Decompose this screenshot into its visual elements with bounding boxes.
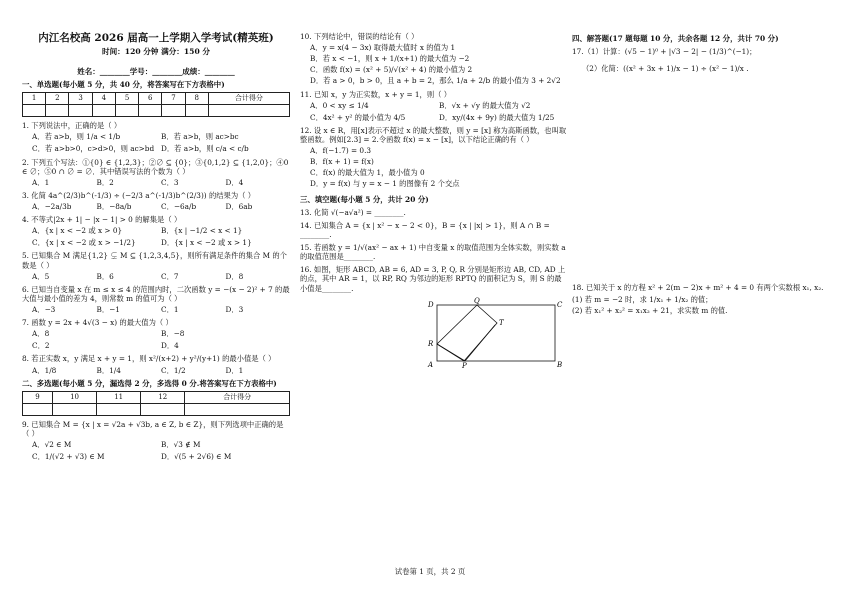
option-b: B．1/4 — [96, 365, 121, 375]
option-d: D．若 a>b，则 c/a < c/b — [161, 144, 249, 154]
answer-cell[interactable] — [115, 105, 138, 117]
question-stem: 8. 若正实数 x，y 满足 x + y = 1，则 x²/(x+2) + y²/(y+1) 的最小值是（ ） — [22, 354, 276, 364]
option-a: A．1 — [32, 177, 50, 187]
option-d: D．√(5 + 2√6) ∈ M — [161, 452, 232, 462]
segment-rp — [437, 344, 465, 361]
question-1 — [22, 121, 290, 153]
option-c: C．{x | x < −2 或 x > −1/2} — [32, 238, 136, 248]
option-a: A．{x | x < −2 或 x > 0} — [32, 226, 123, 236]
page-footer: 试卷第 1 页，共 2 页 — [394, 567, 466, 576]
option-d: D．4 — [161, 341, 179, 351]
answer-cell[interactable] — [185, 403, 290, 415]
option-a: A．若 a>b，则 1/a < 1/b — [32, 132, 121, 142]
question-stem: 18. 已知关于 x 的方程 x² + 2(m − 2)x + m² + 4 = 0 有两个实数根 x₁, x₂. — [572, 283, 824, 293]
question-13: 13. 化简 √(−a√a²) = ________. — [300, 207, 406, 217]
option-c: C．函数 f(x) = (x² + 5)/√(x² + 4) 的最小值为 2 — [310, 65, 473, 75]
question-7 — [22, 318, 290, 350]
table-header-cell: 1 — [23, 93, 46, 105]
option-a: A．−3 — [32, 304, 56, 314]
rectangle-abcd — [437, 305, 555, 361]
option-d: D．8 — [225, 271, 244, 281]
answer-cell[interactable] — [141, 403, 185, 415]
answer-cell[interactable] — [46, 105, 69, 117]
section4-heading: 四、解答题(17 题每题 10 分，共余各题 12 分，共计 70 分) — [572, 34, 779, 43]
table-header-cell: 8 — [185, 93, 208, 105]
option-d: D．{x | x < −2 或 x > 1} — [161, 238, 252, 248]
option-a: A．√2 ∈ M — [32, 440, 72, 450]
section2-heading: 二、多选题(每小题 5 分，漏选得 2 分，多选得 0 分.将答案写在下方表格中) — [22, 378, 277, 388]
table-header-cell: 合计得分 — [208, 93, 289, 105]
option-b: B．{x | −1/2 < x < 1} — [161, 226, 243, 236]
question-stem: 5. 已知集合 M 满足{1,2} ⊊ M ⊆ {1,2,3,4,5}，则所有满足条件的集合 M 的个数是（ ） — [22, 251, 287, 270]
answer-cell[interactable] — [92, 105, 115, 117]
label-r: R — [428, 339, 434, 348]
label-a: A — [428, 360, 434, 369]
section1-heading: 一、单选题(每小题 5 分，共 40 分，将答案写在下方表格中) — [22, 79, 225, 89]
answer-cell[interactable] — [139, 105, 162, 117]
option-b: B．−1 — [96, 304, 120, 314]
answer-cell[interactable] — [69, 105, 92, 117]
option-a: A．5 — [32, 271, 50, 281]
option-c: C．7 — [161, 271, 179, 281]
option-a: A．f(−1.7) = 0.3 — [310, 146, 372, 156]
question-stem: 2. 下列五个写法：①{0} ∈ {1,2,3}；②∅ ⊆ {0}；③{0,1,2} ⊆ {1,2,0}；④0 ∈ ∅；⑤0 ∩ ∅ = ∅．其中错误写法的个数为（ ） — [22, 157, 289, 176]
column-middle — [300, 0, 568, 592]
option-d: D．xy/(4x + 9y) 的最大值为 1/25 — [439, 112, 555, 122]
answer-cell[interactable] — [185, 105, 208, 117]
rectangle-figure — [425, 297, 575, 369]
section3-heading: 三、填空题(每小题 5 分，共计 20 分) — [300, 194, 429, 204]
question-11 — [300, 90, 568, 122]
answer-table-2 — [22, 391, 290, 416]
column-right — [572, 0, 842, 590]
option-a: A．1/8 — [32, 365, 57, 375]
table-header-cell: 合计得分 — [185, 391, 290, 403]
option-c: C．2 — [32, 341, 50, 351]
option-a: A．0 < xy ≤ 1/4 — [310, 100, 369, 110]
label-t: T — [499, 318, 504, 327]
option-c: C．若 a>b>0，c>d>0，则 ac>bd — [32, 144, 155, 154]
question-6 — [22, 285, 290, 314]
answer-cell[interactable] — [23, 403, 53, 415]
table-header-cell: 7 — [162, 93, 185, 105]
table-header-cell: 11 — [97, 391, 141, 403]
option-b: B．若 a>b，则 ac>bc — [161, 132, 239, 142]
label-p: P — [462, 361, 467, 369]
question-10 — [300, 32, 568, 86]
option-b: B．−8 — [161, 329, 185, 339]
label-b: B — [557, 360, 563, 369]
exam-subtitle: 时间：120 分钟 满分：150 分 — [102, 47, 210, 57]
table-header-cell: 10 — [53, 391, 97, 403]
option-c: C．−6a/b — [161, 202, 197, 211]
table-header-cell: 5 — [115, 93, 138, 105]
option-a: A．−2a/3b — [32, 202, 72, 211]
student-info-line: 姓名：________学号：________成绩：________ — [77, 66, 235, 76]
option-b: B．f(x + 1) = f(x) — [310, 157, 374, 167]
option-b: B．若 x < −1，则 x + 1/(x+1) 的最大值为 −2 — [310, 54, 470, 64]
option-a: A．8 — [32, 329, 50, 339]
question-stem: 9. 已知集合 M = {x | x = √2a + √3b, a ∈ Z, b ∈ Z}，则下列选项中正确的是（ ） — [22, 419, 284, 438]
option-b: B．6 — [96, 271, 114, 281]
exam-title: 内江名校高 2026 届高一上学期入学考试(精英班) — [38, 32, 274, 44]
question-18-part1: (1) 若 m = −2 时，求 1/x₁ + 1/x₂ 的值； — [572, 294, 713, 304]
question-stem: 7. 函数 y = 2x + 4√(3 − x) 的最大值为（ ） — [22, 318, 173, 328]
answer-cell[interactable] — [23, 105, 46, 117]
question-stem: 1. 下列说法中，正确的是（ ） — [22, 121, 122, 131]
option-c: C．1 — [161, 304, 179, 314]
question-8 — [22, 354, 290, 374]
option-d: D．若 a > 0，b > 0，且 a + b = 2，那么 1/a + 2/b 的最小值为 3 + 2√2 — [310, 76, 561, 86]
question-14: 14. 已知集合 A = {x | x² − x − 2 < 0}，B = {x | |x| > 1}，则 A ∩ B = ________. — [300, 220, 550, 239]
table-header-cell: 9 — [23, 391, 53, 403]
option-c: C．f(x) 的最大值为 1，最小值为 0 — [310, 168, 425, 178]
answer-cell[interactable] — [97, 403, 141, 415]
option-b: B．√x + √y 的最大值为 √2 — [439, 100, 531, 110]
answer-table-1 — [22, 92, 290, 117]
answer-cell[interactable] — [162, 105, 185, 117]
question-18-part2: (2) 若 x₁² + x₂² = x₁x₂ + 21，求实数 m 的值. — [572, 305, 728, 315]
option-c: C．4x² + y² 的最小值为 4/5 — [310, 112, 406, 122]
answer-cell[interactable] — [208, 105, 289, 117]
option-d: D．y = f(x) 与 y = x − 1 的图像有 2 个交点 — [310, 179, 460, 189]
question-17-part2: （2）化简：((x² + 3x + 1)/x − 1) ÷ (x² − 1)/x . — [582, 64, 749, 74]
option-b: B．√3 ∉ M — [161, 440, 201, 450]
question-stem: 6. 已知当自变量 x 在 m ≤ x ≤ 4 的范围内时，二次函数 y = −(x − 2)² + 7 的最大值与最小值的差为 4，则常数 m 的值可为（ ） — [22, 284, 290, 303]
label-q: Q — [474, 296, 480, 305]
question-15: 15. 若函数 y = 1/√(ax² − ax + 1) 中自变量 x 的取值范围为全体实数，则实数 a 的取值范围是________. — [300, 243, 566, 262]
question-17-part1: 17.（1）计算：(√5 − 1)⁰ + |√3 − 2| − (1/3)^(−1)； — [572, 47, 757, 57]
question-5 — [22, 251, 290, 280]
table-header-cell: 6 — [139, 93, 162, 105]
question-stem: 12. 设 x ∈ R，用[x]表示不超过 x 的最大整数，则 y = [x] 称为高斯函数，也叫取整函数。例如[2.3] = 2.令函数 f(x) = x − [x]，以下结论正确的有（ ） — [300, 125, 567, 144]
answer-cell[interactable] — [53, 403, 97, 415]
segment-pt — [465, 325, 495, 361]
option-a: A．y = x(4 − 3x) 取得最大值时 x 的值为 1 — [310, 43, 456, 53]
option-d: D．1 — [225, 365, 244, 375]
column-left — [22, 0, 290, 560]
option-c: C．1/(√2 + √3) ∈ M — [32, 452, 105, 462]
table-header-cell: 3 — [69, 93, 92, 105]
question-stem: 11. 已知 x，y 为正实数，x + y = 1，则（ ） — [300, 89, 452, 99]
question-2 — [22, 158, 290, 187]
question-4 — [22, 215, 290, 247]
table-header-cell: 12 — [141, 391, 185, 403]
label-c: C — [557, 300, 563, 309]
question-9 — [22, 420, 290, 461]
question-stem: 10. 下列结论中，错误的结论有（ ） — [300, 32, 419, 41]
question-stem: 4. 不等式|2x + 1| − |x − 1| > 0 的解集是（ ） — [22, 215, 182, 225]
question-18 — [572, 283, 842, 314]
option-b: B．2 — [96, 177, 114, 187]
option-d: D．4 — [225, 177, 244, 187]
option-c: C．1/2 — [161, 365, 186, 375]
option-d: D．6ab — [225, 202, 253, 211]
option-b: B．−8a/b — [96, 202, 132, 211]
option-d: D．3 — [225, 304, 244, 314]
label-d: D — [428, 300, 434, 309]
question-12 — [300, 126, 568, 189]
question-16: 16. 如图，矩形 ABCD, AB = 6, AD = 3, P, Q, R 分别是矩形边 AB, CD, AD 上的点，其中 AR = 1，以 RP, RQ 为邻边的矩形 RPTQ 的面积记为 S，则 S 的最小值是________. — [300, 265, 566, 293]
question-3 — [22, 191, 290, 211]
table-header-cell: 2 — [46, 93, 69, 105]
table-header-cell: 4 — [92, 93, 115, 105]
option-c: C．3 — [161, 177, 179, 187]
question-stem: 3. 化简 4a^(2/3)b^(-1/3) ÷ (−2/3 a^(-1/3)b^(2/3)) 的结果为（ ） — [22, 190, 256, 200]
